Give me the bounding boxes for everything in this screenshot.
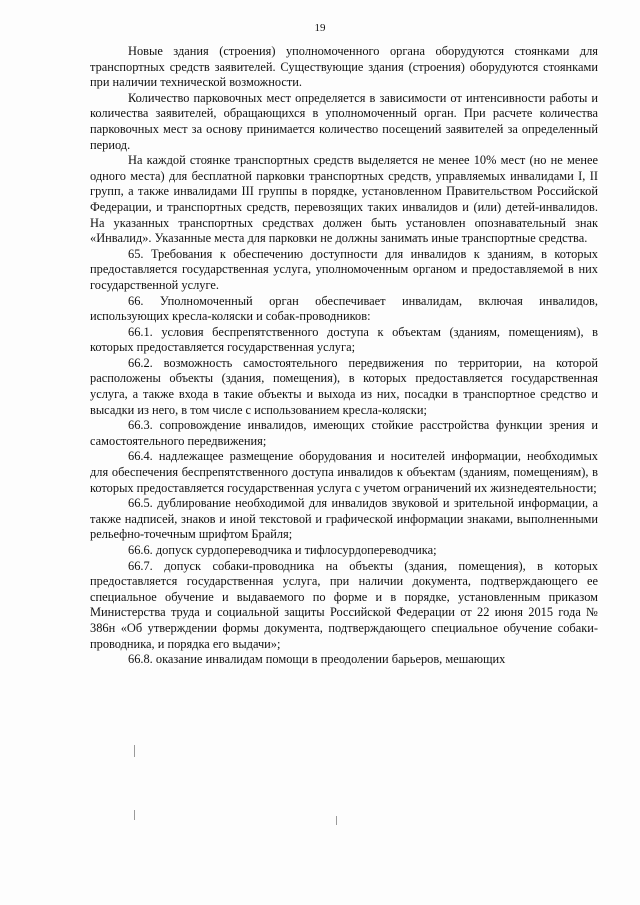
paragraph-66-8: 66.8. оказание инвалидам помощи в преодолении барьеров, мешающих <box>128 652 506 667</box>
paragraph-66-5: 66.5. дублирование необходимой для инвалидов звуковой и зрительной информации, а также надписей, знаков и иной текстовой и графической информации знаками, выполненными рельефно-точечным шрифтом Брайля; <box>90 496 598 542</box>
paragraph-parking-new-buildings: Новые здания (строения) уполномоченного органа оборудуются стоянками для транспортных средств заявителей. Существующие здания (строения) оборудуются стоянками при наличии технической возможности. <box>90 44 598 90</box>
scan-artifact-mark <box>336 816 337 825</box>
page-number: 19 <box>314 22 326 34</box>
paragraph-66-1: 66.1. условия беспрепятственного доступа к объектам (зданиям, помещениям), в которых предоставляется государственная услуга; <box>90 324 598 355</box>
paragraph-66-3: 66.3. сопровождение инвалидов, имеющих стойкие расстройства функции зрения и самостоятельного передвижения; <box>90 418 598 448</box>
paragraph-66-2: 66.2. возможность самостоятельного передвижения по территории, на которой расположены объекты (здания, помещения), в которых предоставляется государственная услуга, а также входа в такие объекты и выхода из них, посадки в транспортное средство и высадки из него, в том числе с использованием кресла-коляски; <box>90 355 598 417</box>
paragraph-parking-count: Количество парковочных мест определяется в зависимости от интенсивности работы и количества заявителей, обращающихся в уполномоченный орган. При расчете количества парковочных мест за основу принимается количество посещений заявителей за определенный период. <box>90 90 598 152</box>
scan-artifact-mark <box>134 810 135 820</box>
document-body <box>90 44 598 668</box>
paragraph-66: 66. Уполномоченный орган обеспечивает инвалидам, включая инвалидов, использующих кресла-коляски и собак-проводников: <box>90 293 598 324</box>
paragraph-66-7: 66.7. допуск собаки-проводника на объекты (здания, помещения), в которых предоставляется государственная услуга, при наличии документа, подтверждающего ее специальное обучение и выдаваемого по форме и в порядке, установленным приказом Министерства труда и социальной защиты Российской Федерации от 22 июня 2015 года № 386н «Об утверждении формы документа, подтверждающего специальное обучение собаки-проводника, и порядка его выдачи»; <box>90 558 598 651</box>
scan-artifact-mark <box>134 745 135 757</box>
paragraph-65: 65. Требования к обеспечению доступности для инвалидов к зданиям, в которых предоставляется государственная услуга, уполномоченным органом и предоставляемой в них государственной услуге. <box>90 246 598 292</box>
paragraph-66-4: 66.4. надлежащее размещение оборудования и носителей информации, необходимых для обеспечения беспрепятственного доступа инвалидов к объектам (зданиям, помещениям), в которых предоставляется государственная услуга с учетом ограничений их жизнедеятельности; <box>90 449 598 495</box>
paragraph-66-6: 66.6. допуск сурдопереводчика и тифлосурдопереводчика; <box>128 543 437 557</box>
paragraph-disabled-parking: На каждой стоянке транспортных средств выделяется не менее 10% мест (но не менее одного места) для бесплатной парковки транспортных средств, управляемых инвалидами I, II групп, а также инвалидами III группы в порядке, установленном Правительством Российской Федерации, и транспортных средств, перевозящих таких инвалидов и (или) детей-инвалидов. На указанных транспортных средствах должен быть установлен опознавательный знак «Инвалид». Указанные места для парковки не должны занимать иные транспортные средства. <box>90 153 598 246</box>
